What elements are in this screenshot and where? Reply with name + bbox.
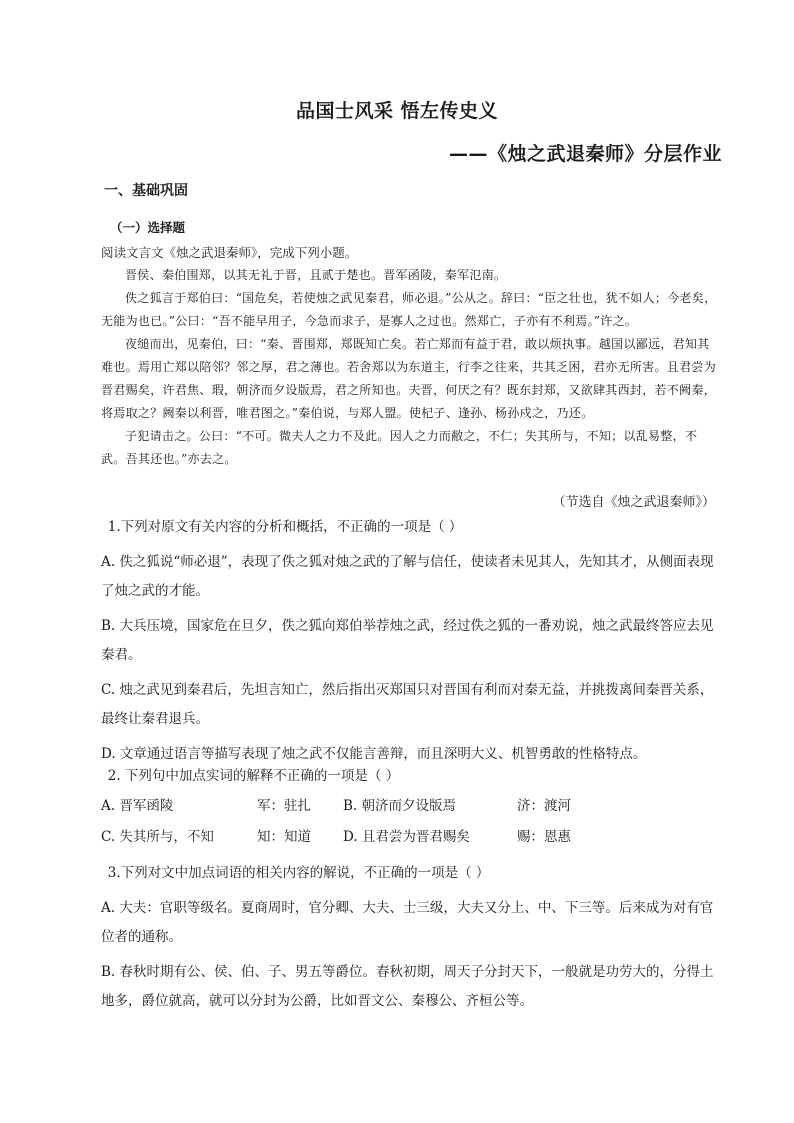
passage-intro: 阅读文言文《烛之武退秦师》，完成下列小题。 <box>101 245 358 260</box>
passage-paragraph: 佚之狐言于郑伯曰：“国危矣，若使烛之武见秦君，师必退。”公从之。辞曰：“臣之壮也，犹不如人；今老矣，无能为也已。”公曰：“吾不能早用子，今急而求子，是寡人之过也。然郑亡，子亦有不利焉。”许之。 <box>101 291 717 328</box>
option-b: B. 春秋时期有公、侯、伯、子、男五等爵位。春秋初期，周天子分封天下，一般就是功劳大的，分得土地多，爵位就高，就可以分封为公爵，比如晋文公、秦穆公、齐桓公等。 <box>101 964 714 1009</box>
option-d: D. 文章通过语言等描写表现了烛之武不仅能言善辩，而且深明大义、机智勇敢的性格特点。 <box>101 746 647 762</box>
option-a: A. 佚之狐说“师必退”，表现了佚之狐对烛之武的了解与信任，使读者未见其人，先知其才，从侧面表现了烛之武的才能。 <box>101 554 714 599</box>
options-row <box>101 822 717 853</box>
option-c: C. 烛之武见到秦君后，先坦言知亡，然后指出灭郑国只对晋国有利而对秦无益，并挑拨离间秦晋关系，最终让秦君退兵。 <box>101 682 714 727</box>
section-heading: 一、基础巩固 <box>104 183 188 199</box>
option-c: C. 失其所与，不知 <box>101 829 214 845</box>
option-a: A. 大夫：官职等级名。夏商周时，官分卿、大夫、士三级，大夫又分上、中、下三等。后来成为对有官位者的通称。 <box>101 900 714 945</box>
option-c-gloss: 知：知道 <box>257 829 311 845</box>
passage-paragraph: 子犯请击之。公曰：“不可。微夫人之力不及此。因人之力而敝之，不仁；失其所与，不知；以乱易整，不武。吾其还也。”亦去之。 <box>101 429 698 466</box>
option-a: A. 晋军函陵 <box>101 798 174 814</box>
reading-passage <box>101 241 717 471</box>
page-subtitle: ——《烛之武退秦师》分层作业 <box>448 143 722 165</box>
option-b-gloss: 济：渡河 <box>517 798 571 814</box>
question-stem: 2. 下列句中加点实词的解释不正确的一项是（ ） <box>107 768 400 784</box>
page-title: 品国士风采 悟左传史义 <box>295 100 499 122</box>
passage-paragraph: 晋侯、秦伯围郑，以其无礼于晋，且贰于楚也。晋军函陵，秦军氾南。 <box>125 268 507 282</box>
subsection-heading: （一）选择题 <box>110 220 186 235</box>
question-stem: 1.下列对原文有关内容的分析和概括，不正确的一项是（ ） <box>107 519 463 535</box>
option-a-gloss: 军：驻扎 <box>257 798 311 814</box>
option-b: B. 大兵压境，国家危在旦夕，佚之狐向郑伯举荐烛之武，经过佚之狐的一番劝说，烛之武最终答应去见秦君。 <box>101 618 714 663</box>
question-3 <box>101 859 717 1016</box>
option-d: D. 且君尝为晋君赐矣 <box>343 829 470 845</box>
option-d-gloss: 赐：恩惠 <box>517 829 571 845</box>
option-b: B. 朝济而夕设版焉 <box>343 798 457 814</box>
question-2 <box>101 762 717 853</box>
options-row <box>101 791 717 822</box>
passage-source: （节选自《烛之武退秦师》） <box>552 495 715 510</box>
question-stem: 3.下列对文中加点词语的相关内容的解说，不正确的一项是（ ） <box>107 865 490 881</box>
question-1 <box>101 513 717 769</box>
passage-paragraph: 夜缒而出，见秦伯，曰：“秦、晋围郑，郑既知亡矣。若亡郑而有益于君，敢以烦执事。越国以鄙远，君知其难也。焉用亡郑以陪邻？邻之厚，君之薄也。若舍郑以为东道主，行李之往来，共其乏困，君亦无所害。且君尝为晋君赐矣，许君焦、瑕，朝济而夕设版焉，君之所知也。夫晋，何厌之有？既东封郑，又欲肆其西封，若不阙秦，将焉取之？阙秦以利晋，唯君图之。”秦伯说，与郑人盟。使杞子、逢孙、杨孙戍之，乃还。 <box>101 337 717 420</box>
